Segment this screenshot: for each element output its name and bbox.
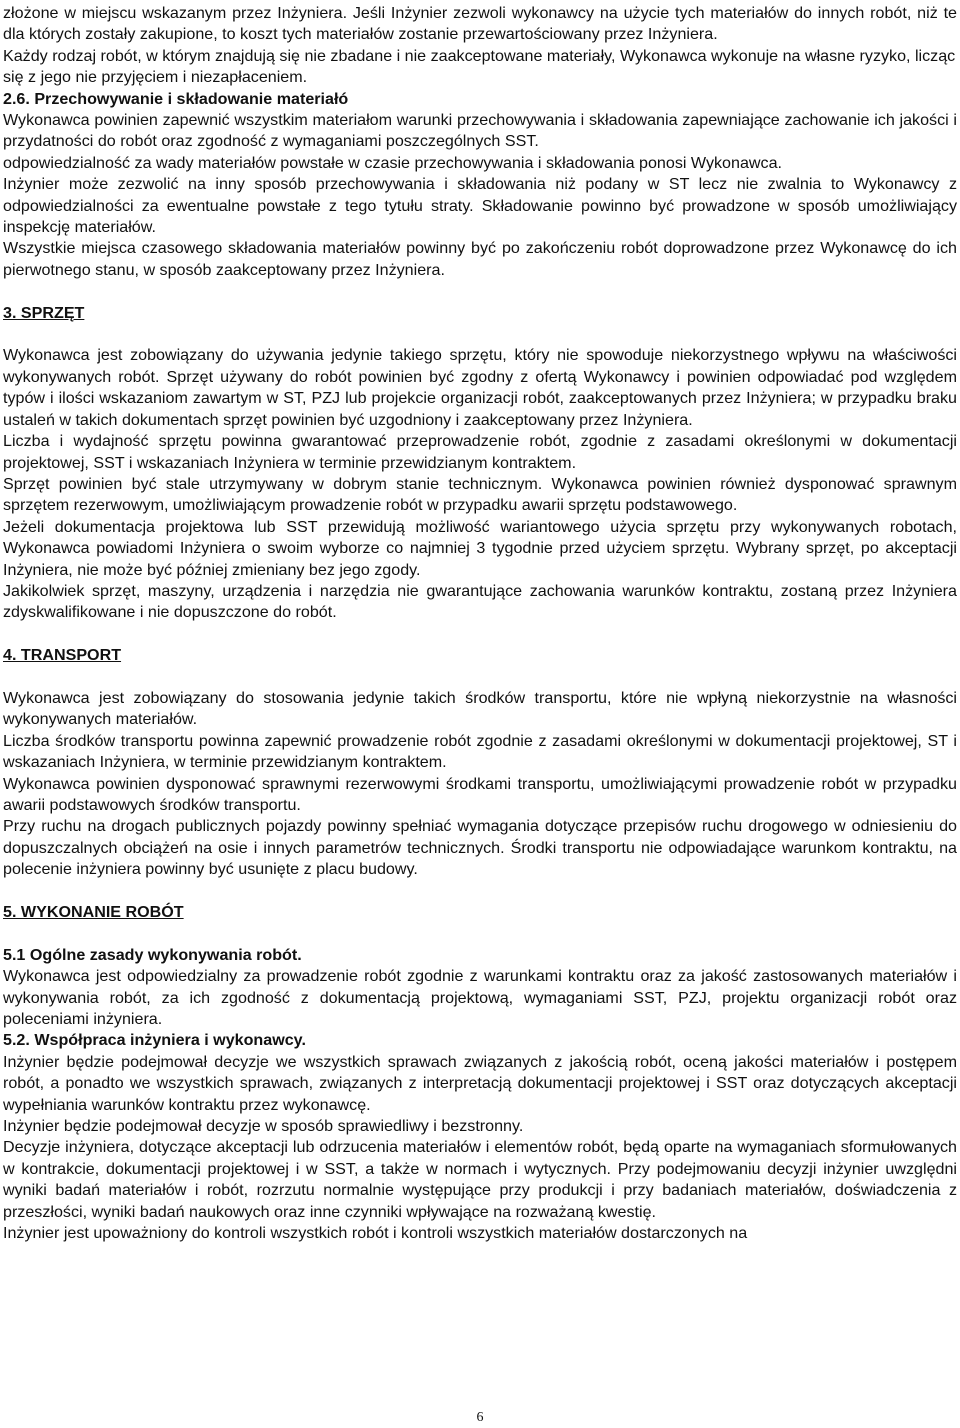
heading-5-2-cooperation: 5.2. Współpraca inżyniera i wykonawcy. (3, 1031, 306, 1050)
paragraph-equipment-maintenance: Sprzęt powinien być stale utrzymywany w dobrym stanie technicznym. Wykonawca powinien również dysponować sprawnym sprzętem rezerwowym, umożliwiającym prowadzenie robót w przypadku awarii sprzętu podstawowego. (3, 474, 957, 515)
paragraph-storage-conditions: Wykonawca powinien zapewnić wszystkim materiałom warunki przechowywania i składowania zapewniające zachowanie ich jakości i przydatności do robót oraz zgodność z wymaganiami poszczególnych SST. (3, 111, 957, 151)
document-page (3, 3, 957, 1244)
paragraph-transport-public-roads: Przy ruchu na drogach publicznych pojazdy powinny spełniać wymagania dotyczące przepisów ruchu drogowego w odniesieniu do dopuszczalnych obciążeń na osie i innych parametrów technicznych. Środki transportu nie odpowiadające warunkom kontraktu, na polecenie inżyniera powinny być usunięte z placu budowy. (3, 817, 957, 879)
paragraph-equipment-variants: Jeżeli dokumentacja projektowa lub SST przewidują możliwość wariantowego użycia sprzętu przy wykonywanych robotach, Wykonawca powiadomi Inżyniera o swoim wyborze co najmniej 3 tygodnie przed użyciem sprzętu. Wybrany sprzęt, po akceptacji Inżyniera, nie może być później zmieniany bez jego zgody. (3, 517, 957, 579)
heading-3-equipment: 3. SPRZĘT (3, 303, 85, 322)
paragraph-materials-revaluation: złożone w miejscu wskazanym przez Inżyniera. Jeśli Inżynier zezwoli wykonawcy na użycie tych materiałów do innych robót, niż te dla których zostały zakupione, to koszt tych materiałów zostanie przewartościowany przez Inżyniera. (3, 4, 957, 44)
paragraph-engineer-decisions: Inżynier będzie podejmował decyzje we wszystkich sprawach związanych z jakością robót, oceną jakości materiałów i postępem robót, a ponadto we wszystkich sprawach, związanych z interpretacją dokumentacji projektowej i SST oraz dotyczących akceptacji wypełniania warunków kontraktu przez wykonawcę. (3, 1052, 957, 1114)
paragraph-equipment-requirements: Wykonawca jest zobowiązany do używania jedynie takiego sprzętu, który nie spowoduje niekorzystnego wpływu na właściwości wykonywanych robót. Sprzęt używany do robót powinien być zgodny z ofertą Wykonawcy i powinien odpowiadać pod względem typów i ilości wskazaniom zawartym w ST, PZJ lub projekcie organizacji robót, zaakceptowanych przez Inżyniera; w przypadku braku ustaleń w takich dokumentach sprzęt powinien być uzgodniony i zaakceptowany przez Inżyniera. (3, 346, 957, 429)
paragraph-equipment-disqualification: Jakikolwiek sprzęt, maszyny, urządzenia i narzędzia nie gwarantujące zachowania warunków kontraktu, zostaną przez Inżyniera zdyskwalifikowane i nie dopuszczone do robót. (3, 581, 957, 622)
paragraph-storage-alternative: Inżynier może zezwolić na inny sposób przechowywania i składowania niż podany w ST lecz nie zwalnia to Wykonawcy z odpowiedzialności za ewentualne powstałe z tego tytułu straty. Składowanie powinno być prowadzone w sposób umożliwiający inspekcję materiałów. (3, 175, 957, 237)
heading-4-transport: 4. TRANSPORT (3, 646, 122, 665)
paragraph-storage-restoration: Wszystkie miejsca czasowego składowania materiałów powinny być po zakończeniu robót doprowadzone przez Wykonawcę do ich pierwotnego stanu, w sposób zaakceptowany przez Inżyniera. (3, 239, 957, 279)
paragraph-engineer-impartial: Inżynier będzie podejmował decyzje w sposób sprawiedliwy i bezstronny. (3, 1117, 524, 1136)
paragraph-transport-quantity: Liczba środków transportu powinna zapewnić prowadzenie robót zgodnie z zasadami określonymi w dokumentacji projektowej, ST i wskazaniach Inżyniera, w terminie przewidzianym kontraktem. (3, 731, 957, 772)
paragraph-transport-means: Wykonawca jest zobowiązany do stosowania jedynie takich środków transportu, które nie wpłyną niekorzystnie na własności wykonywanych materiałów. (3, 688, 957, 729)
heading-5-execution: 5. WYKONANIE ROBÓT (3, 902, 184, 921)
paragraph-equipment-capacity: Liczba i wydajność sprzętu powinna gwarantować przeprowadzenie robót, zgodnie z zasadami określonymi w dokumentacji projektowej, SST i wskazaniach Inżyniera w terminie przewidzianym kontraktem. (3, 432, 957, 472)
paragraph-engineer-control: Inżynier jest upoważniony do kontroli wszystkich robót i kontroli wszystkich materiałów dostarczonych na (3, 1224, 748, 1243)
paragraph-contractor-responsibility: Wykonawca jest odpowiedzialny za prowadzenie robót zgodnie z warunkami kontraktu oraz za jakość zastosowanych materiałów i wykonywania robót, za ich zgodność z dokumentacją projektową, wymaganiami SST, PZJ, projektu organizacji robót oraz poleceniami inżyniera. (3, 967, 957, 1028)
paragraph-storage-liability: odpowiedzialność za wady materiałów powstałe w czasie przechowywania i składowania ponosi Wykonawca. (3, 153, 782, 172)
page-number: 6 (476, 1410, 484, 1425)
paragraph-transport-reserve: Wykonawca powinien dysponować sprawnymi rezerwowymi środkami transportu, umożliwiającymi prowadzenie robót w przypadku awarii podstawowych środków transportu. (3, 774, 957, 814)
heading-2-6-storage: 2.6. Przechowywanie i składowanie materiałó (3, 89, 349, 108)
paragraph-untested-materials-risk: Każdy rodzaj robót, w którym znajdują się nie zbadane i nie zaakceptowane materiały, Wykonawca wykonuje na własne ryzyko, licząc się z jego nie przyjęciem i niezapłaceniem. (3, 46, 956, 87)
paragraph-engineer-acceptance: Decyzje inżyniera, dotyczące akceptacji lub odrzucenia materiałów i elementów robót, będą oparte na wymaganiach sformułowanych w kontrakcie, dokumentacji projektowej i w SST, a także w normach i wytycznych. Przy podejmowaniu decyzji inżynier uwzględni wyniki badań materiałów i robót, rozrzutu normalnie występujące przy produkcji i przy badaniach materiałów, doświadczenia z przeszłości, wyniki badań naukowych oraz inne czynniki wpływające na rozważaną kwestię. (3, 1138, 957, 1221)
heading-5-1-general-rules: 5.1 Ogólne zasady wykonywania robót. (3, 945, 302, 964)
